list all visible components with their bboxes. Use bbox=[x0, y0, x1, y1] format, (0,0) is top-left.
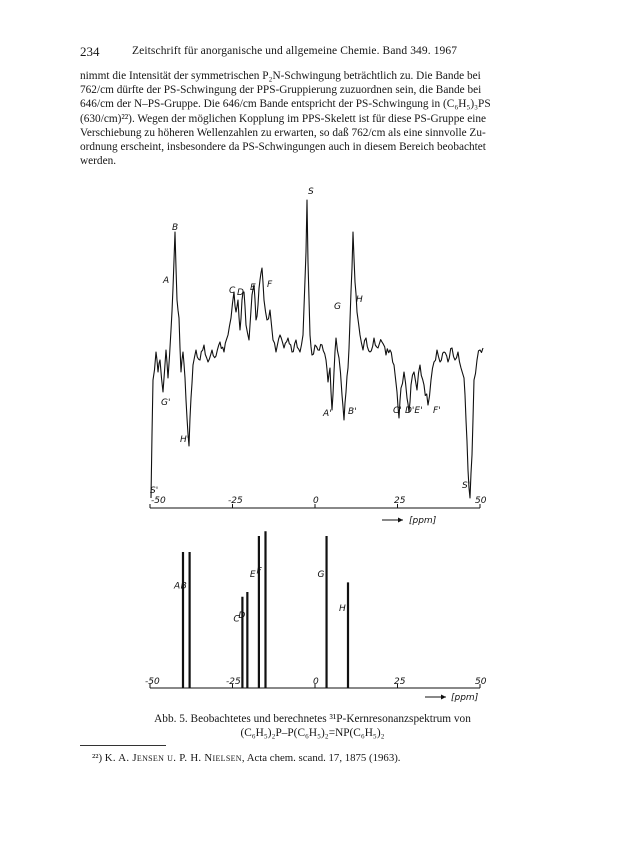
calc-line-label: C bbox=[233, 614, 240, 625]
tick-label: 50 bbox=[475, 677, 487, 687]
peak-label: B bbox=[172, 223, 179, 233]
satellite-label: C' bbox=[393, 406, 402, 416]
calc-line-label: A bbox=[174, 581, 181, 592]
peak-label: G bbox=[334, 302, 341, 312]
axis-label: [ppm] bbox=[409, 516, 437, 526]
body-line: 762/cm dürfte der PS-Schwingung der PPS-Gruppierung zuzuordnen sein, die Bande bei bbox=[80, 84, 482, 97]
calc-line-label: H bbox=[339, 603, 346, 614]
peak-label: E bbox=[250, 283, 256, 293]
footnote-authors: K. A. Jensen u. P. H. Nielsen bbox=[104, 752, 242, 764]
peak-label: S bbox=[308, 187, 314, 197]
peak-label: H bbox=[356, 295, 363, 305]
calc-line-label: G bbox=[317, 570, 325, 581]
peak-label: F bbox=[267, 280, 273, 290]
peak-label: C bbox=[229, 286, 236, 296]
satellite-label: S' bbox=[462, 481, 471, 491]
tick-label: 25 bbox=[394, 677, 406, 687]
peak-label: A bbox=[163, 276, 170, 286]
caption-formula: (C₆H₅)₂P–P(C₆H₅)₂=NP(C₆H₅)₂ bbox=[240, 727, 385, 739]
satellite-label: F' bbox=[433, 406, 441, 416]
footnote-marker: ²²) bbox=[92, 752, 103, 764]
calculated-spectrum bbox=[145, 531, 487, 703]
body-line: Verschiebung zu höheren Wellenzahlen zu erwarten, so daß 762/cm als eine sinnvolle Zu- bbox=[80, 126, 486, 139]
tick-label: 0 bbox=[313, 496, 319, 506]
tick-label: -25 bbox=[226, 677, 241, 687]
satellite-label: A' bbox=[323, 409, 332, 419]
calc-line-label: D bbox=[238, 610, 246, 621]
satellite-label: D'E' bbox=[405, 406, 423, 416]
figure-caption bbox=[80, 712, 545, 740]
calc-line-label: E bbox=[249, 570, 256, 581]
footnote bbox=[92, 752, 401, 764]
arrow-head-icon bbox=[441, 695, 446, 700]
peak-label: D bbox=[237, 288, 244, 298]
tick-label: 25 bbox=[394, 496, 406, 506]
body-line: werden. bbox=[80, 155, 117, 168]
calc-line-label: F bbox=[256, 566, 262, 577]
axis-label: [ppm] bbox=[451, 693, 479, 703]
observed-trace bbox=[151, 200, 483, 498]
journal-title: Zeitschrift für anorganische und allgemeine Chemie. Band 349. 1967 bbox=[132, 45, 458, 57]
caption-line: Abb. 5. Beobachtetes und berechnetes ³¹P-Kernresonanzspektrum von bbox=[154, 713, 471, 725]
calculated-lines bbox=[180, 531, 348, 688]
satellite-label: S' bbox=[150, 486, 159, 496]
body-line: 646/cm der N–PS-Gruppe. Die 646/cm Bande entspricht der PS-Schwingung in (C₆H₅)₃PS bbox=[80, 98, 491, 111]
footnote-divider bbox=[80, 745, 166, 746]
tick-label: -50 bbox=[151, 496, 166, 506]
satellite-label: G' bbox=[161, 398, 171, 408]
body-line: (630/cm)²²). Wegen der möglichen Kopplung im PPS-Skelett ist für diese PS-Gruppe eine bbox=[80, 112, 487, 125]
body-line: nimmt die Intensität der symmetrischen P₂N-Schwingung beträchtlich zu. Die Bande bei bbox=[80, 70, 481, 82]
tick-label: -25 bbox=[228, 496, 243, 506]
page-number: 234 bbox=[80, 44, 100, 59]
tick-label: 50 bbox=[475, 496, 487, 506]
observed-spectrum bbox=[150, 187, 487, 526]
calc-line-label: B bbox=[180, 581, 187, 592]
tick-label: -50 bbox=[145, 677, 160, 687]
satellite-label: B' bbox=[348, 407, 357, 417]
tick-label: 0 bbox=[313, 677, 319, 687]
footnote-citation: , Acta chem. scand. 17, 1875 (1963). bbox=[241, 752, 401, 764]
body-line: ordnung erscheint, insbesondere da PS-Schwingungen auch in diesem Bereich beobachtet bbox=[80, 141, 486, 154]
arrow-head-icon bbox=[398, 518, 403, 523]
satellite-label: H' bbox=[180, 435, 190, 445]
